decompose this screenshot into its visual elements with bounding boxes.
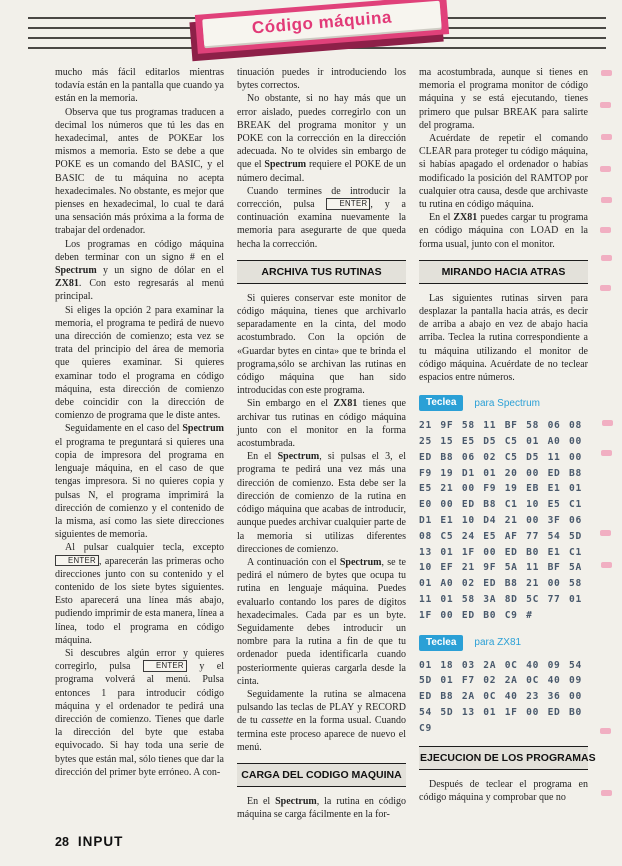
machine-name: Spectrum <box>277 451 320 463</box>
section-header: MIRANDO HACIA ATRAS <box>419 260 588 284</box>
body-paragraph: mucho más fácil editarlos mientras todavía están en la pantalla que cuando ya están en la memoria. <box>55 67 224 105</box>
ink-bleed-mark <box>600 227 611 233</box>
ink-bleed-mark <box>600 530 611 536</box>
body-paragraph: Sin embargo en el ZX81 tienes que archivar tus rutinas en código máquina junto con el monitor en la forma acostumbrada. <box>237 398 406 450</box>
codigo-maquina-ribbon <box>195 0 449 54</box>
body-paragraph: Si descubres algún error y quieres corregirlo, pulsa ENTER y el programa volverá al menú. Pulsa entonces 1 para introducir código máquina y el ordenador te pedirá una dirección de comienzo. Tienes que darle la dirección del byte que estaba equivocado. Si hay toda una serie de bytes que están mal, sólo tienes que dar la dirección del primer byte erróneo. A con- <box>55 647 224 778</box>
column-3 <box>419 66 596 821</box>
column-1 <box>55 66 224 821</box>
body-paragraph: Observa que tus programas traducen a decimal los números que tú les das en hexadecimal, antes de POKEar los mismos a memoria. Esto se debe a que POKE es un comando del BASIC, y el BASIC de tu máquina no acepta hexadecimales. No obstante, es mejor que pienses en hexadecimal, lo cual te dará una sensación más próxima a la forma de trabajar del ordenador. <box>55 106 224 237</box>
body-paragraph: Los programas en código máquina deben terminar con un signo # en el Spectrum y un signo de dólar en el ZX81. Con esto regresarás al menú principal. <box>55 238 224 303</box>
ink-bleed-mark <box>601 790 612 796</box>
ink-bleed-mark <box>601 255 612 261</box>
body-paragraph: Si eliges la opción 2 para examinar la memoria, el programa te pedirá de nuevo una dirección de comienzo; esta vez se trata del principio del área de memoria que quieres examinar. Si quieres examinar todo el programa en código máquina, esta dirección de comienzo debe coincidir con la dirección de comienzo de programa que le diste antes. <box>55 304 224 422</box>
article-columns <box>55 66 596 821</box>
ink-bleed-mark <box>602 420 613 426</box>
machine-name: ZX81 <box>333 398 358 410</box>
page-number: 28 <box>55 835 69 849</box>
hex-code-listing: 21 9F 58 11 BF 58 06 08 25 15 E5 D5 C5 01 A0 00 ED B8 06 02 C5 D5 11 00 F9 19 D1 01 20 00 ED B8 E5 21 00 F9 19 EB E1 01 E0 00 ED B8 C1 10 E5 C1 D1 E1 10 D4 21 00 3F 06 08 C5 24 E5 AF 77 54 5D 13 01 1F 00 ED B0 E1 C1 10 EF 21 9F 5A 11 BF 5A 01 A0 02 ED B8 21 00 58 11 01 58 3A 8D 5C 77 01 1F 00 ED B0 C9 # <box>419 420 582 621</box>
ink-bleed-mark <box>600 285 611 291</box>
ink-bleed-mark <box>600 102 611 108</box>
machine-name: ZX81 <box>55 278 79 290</box>
ink-bleed-mark <box>600 728 611 734</box>
section-header: EJECUCION DE LOS PROGRAMAS <box>419 746 588 770</box>
body-paragraph: Después de teclear el programa en código máquina y comprobar que no <box>419 778 588 803</box>
teclea-badge: Teclea <box>419 395 463 411</box>
column-2 <box>237 66 406 821</box>
ribbon-label-plate <box>202 1 441 47</box>
ink-bleed-mark <box>600 166 611 172</box>
body-paragraph: Si quieres conservar este monitor de código máquina, tienes que archivarlo separadamente en la cinta, del modo acostumbrado. Con la opción de «Guardar bytes en cinta» que te brinda el programa,sólo se archivan las rutinas en código máquina que han sido introducidas con este programa. <box>237 292 406 397</box>
body-paragraph: En el Spectrum, la rutina en código máquina se carga fácilmente en la for- <box>237 795 406 821</box>
section-header: CARGA DEL CODIGO MAQUINA <box>237 763 406 787</box>
machine-name: Spectrum <box>275 795 317 807</box>
body-paragraph: En el ZX81 puedes cargar tu programa en código máquina con LOAD en la forma usual, junto con el monitor. <box>419 212 588 250</box>
machine-name: Spectrum <box>182 423 224 435</box>
body-paragraph: ma acostumbrada, aunque si tienes en memoria el programa monitor de código máquina y se está ejecutando, tienes primero que pulsar BREAK para salirte del programa. <box>419 67 588 131</box>
teclea-caption: para Spectrum <box>474 397 540 409</box>
ink-bleed-mark <box>601 197 612 203</box>
body-paragraph: No obstante, si no hay más que un error aislado, puedes corregirlo con un BREAK del programa monitor y un POKE con la corrección en la dirección adecuada. No te olvides sin embargo de que el Spectrum requiere el POKE de un número decimal. <box>237 93 407 184</box>
teclea-badge: Teclea <box>419 635 463 651</box>
hex-code-listing: 01 18 03 2A 0C 40 09 54 5D 01 F7 02 2A 0C 40 09 ED B8 2A 0C 40 23 36 00 54 5D 13 01 1F 00 ED B0 C9 <box>419 659 582 734</box>
ink-bleed-mark <box>601 562 612 568</box>
body-paragraph: A continuación con el Spectrum, se te pedirá el número de bytes que ocupa tu rutina en lenguaje máquina. Puedes evaluarlo contando los pares de dígitos hexadecimales. Cada par es un byte. Seguidamente debes introducir un nombre para la rutina a fin de que tu ordenador pueda identificarla cuando posteriormente quieras cargarla desde la cinta. <box>237 556 406 687</box>
body-paragraph: Las siguientes rutinas sirven para desplazar la pantalla hacia atrás, es decir de arriba a abajo en vez de abajo hacia arriba. Teclea la rutina correspondiente a tu máquina utilizando el monitor de código máquina. Acuérdate de no teclear espacios entre números. <box>419 292 588 384</box>
page-footer <box>55 834 123 849</box>
ink-bleed-mark <box>601 70 612 76</box>
page-title: Código máquina <box>251 7 393 38</box>
body-paragraph: Seguidamente en el caso del Spectrum el programa te preguntará si quieres una copia de impresora del programa en lenguaje máquina, en el caso de que tengas impresora. Si no quieres copia y pulsas N, el programa imprimirá la dirección de comienzo y el contenido de la misma, así como las siete direcciones siguientes de memoria. <box>55 423 224 541</box>
enter-key-cap: ENTER <box>326 198 370 210</box>
teclea-caption: para ZX81 <box>474 637 522 649</box>
machine-name: Spectrum <box>339 556 382 568</box>
body-paragraph: En el Spectrum, si pulsas el 3, el programa te pedirá una vez más una dirección de comienzo. Esta debe ser la dirección de comienzo de la rutina en código máquina que acabas de introducir, aunque puedes archivar cualquier parte de la memoria si utilizas diferentes direcciones de comienzo. <box>237 451 407 555</box>
magazine-logo: INPUT <box>77 834 124 849</box>
body-paragraph: Al pulsar cualquier tecla, excepto ENTER , aparecerán las primeras ocho direcciones junto con su contenido y el contenido de los siete bytes siguientes. Esto aparecerá una línea más abajo, pudiendo imprimir de esta manera, línea a línea, todo el programa en código máquina. <box>55 542 224 646</box>
machine-name: Spectrum <box>55 265 97 277</box>
machine-name: Spectrum <box>264 159 307 171</box>
body-paragraph: Acuérdate de repetir el comando CLEAR para proteger tu código máquina, si habías apagado el ordenador o habías modificado la posición del RAMTOP por cualquier otra causa, desde que archivaste tu rutina en código máquina. <box>419 133 588 211</box>
teclea-row <box>419 395 588 411</box>
italic-term: cassette <box>261 715 293 727</box>
enter-key-cap: ENTER <box>55 555 99 567</box>
body-paragraph: Seguidamente la rutina se almacena pulsando las teclas de PLAY y RECORD de tu cassette en la forma usual. Cuando termina este proceso aparece de nuevo el menú. <box>237 688 407 753</box>
ink-bleed-mark <box>601 134 612 140</box>
ink-bleed-mark <box>601 450 612 456</box>
body-paragraph: Cuando termines de introducir la corrección, pulsa ENTER , y a continuación examina nuevamente la memoria para asegurarte de que queda hecha la corrección. <box>237 185 406 250</box>
machine-name: ZX81 <box>453 212 478 224</box>
enter-key-cap: ENTER <box>143 660 187 672</box>
section-header: ARCHIVA TUS RUTINAS <box>237 260 406 284</box>
body-paragraph: tinuación puedes ir introduciendo los bytes correctos. <box>237 67 406 92</box>
teclea-row <box>419 635 588 651</box>
